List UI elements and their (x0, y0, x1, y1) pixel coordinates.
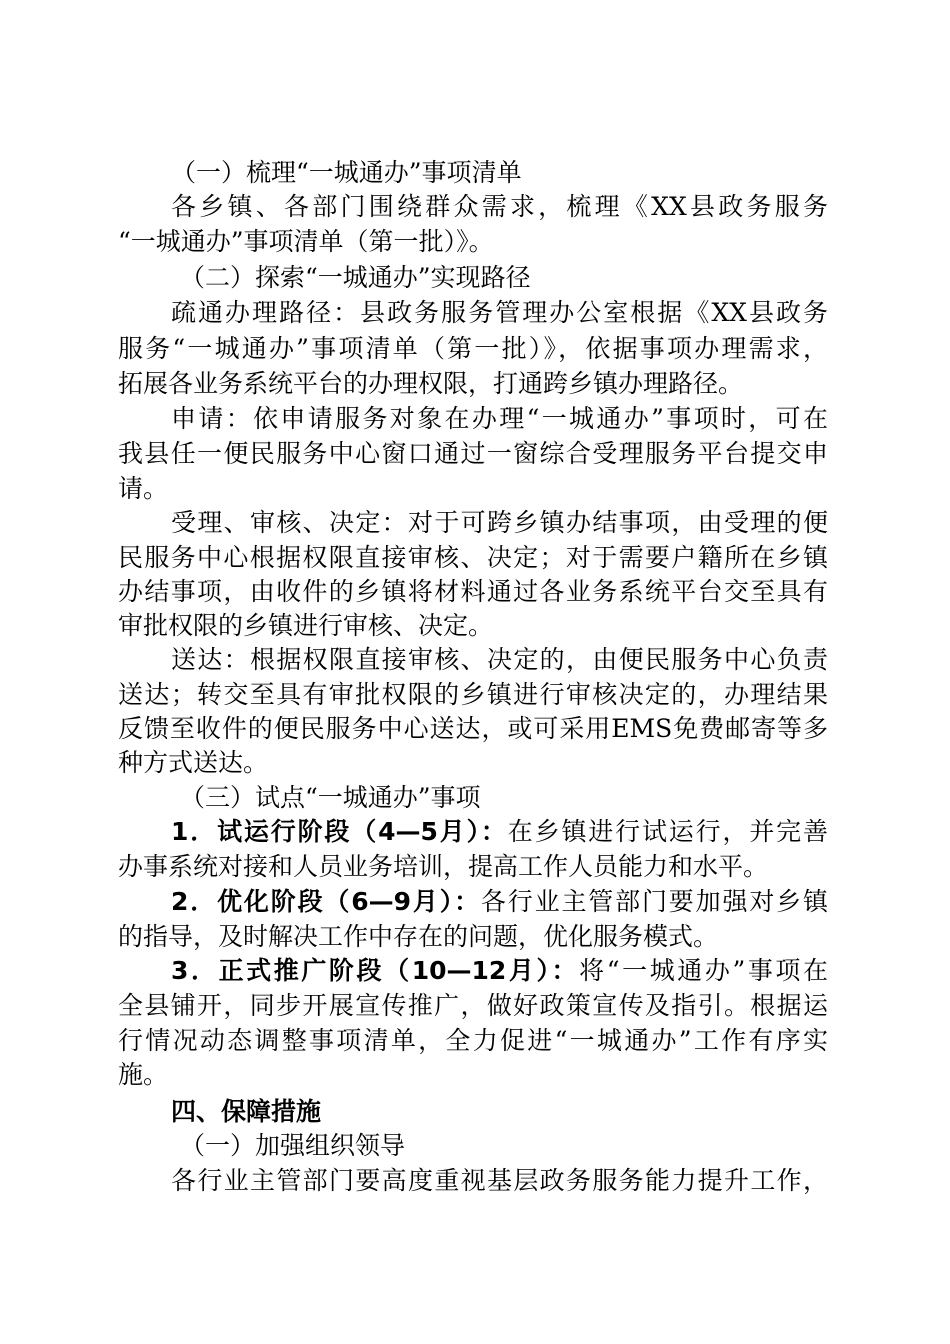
stage-line (171, 814, 828, 850)
paragraph-line: 我县任一便民服务中心窗口通过一窗综合受理服务平台提交申 (118, 439, 828, 468)
paragraph-line: 审批权限的乡镇进行审核、决定。 (118, 611, 494, 640)
paragraph-line: 办结事项，由收件的乡镇将材料通过各业务系统平台交至具有 (118, 577, 828, 606)
paragraph-line: 疏通办理路径：县政务服务管理办公室根据《XX县政务 (171, 298, 828, 327)
stage-label: 2．优化阶段（6—9月）： (171, 887, 481, 916)
section-heading-4-1: （一）加强组织领导 (180, 1131, 406, 1160)
paragraph-line: 施。 (118, 1060, 169, 1089)
stage-text: 在乡镇进行试运行，并完善 (507, 817, 828, 846)
paragraph-line: 民服务中心根据权限直接审核、决定；对于需要户籍所在乡镇 (118, 543, 828, 572)
paragraph-line: 申请：依申请服务对象在办理“一城通办”事项时，可在 (171, 404, 828, 433)
paragraph-line: 服务“一城通办”事项清单（第一批）》，依据事项办理需求， (118, 334, 828, 363)
stage-line (171, 884, 828, 920)
stage-line (171, 953, 828, 989)
stage-label: 3．正式推广阶段（10—12月）： (171, 956, 580, 985)
paragraph-line: 各行业主管部门要高度重视基层政务服务能力提升工作， (171, 1166, 828, 1195)
paragraph-line: 请。 (118, 474, 169, 503)
stage-text: 各行业主管部门要加强对乡镇 (480, 887, 828, 916)
paragraph-line: 的指导，及时解决工作中存在的问题，优化服务模式。 (118, 922, 719, 951)
section-heading-1: （一）梳理“一城通办”事项清单 (171, 158, 522, 187)
section-heading-4: 四、保障措施 (171, 1097, 322, 1126)
paragraph-line: 反馈至收件的便民服务中心送达，或可采用EMS免费邮寄等多 (118, 714, 828, 743)
paragraph-line: 各乡镇、各部门围绕群众需求，梳理《XX县政务服务 (171, 192, 828, 221)
paragraph-line: “一城通办”事项清单（第一批）》。 (118, 227, 494, 256)
paragraph-line: 受理、审核、决定：对于可跨乡镇办结事项，由受理的便 (171, 508, 828, 537)
paragraph-line: 送达：根据权限直接审核、决定的，由便民服务中心负责 (171, 645, 828, 674)
paragraph-line: 全县铺开，同步开展宣传推广，做好政策宣传及指引。根据运 (118, 991, 828, 1020)
paragraph-line: 行情况动态调整事项清单，全力促进“一城通办”工作有序实 (118, 1026, 828, 1055)
paragraph-line: 办事系统对接和人员业务培训，提高工作人员能力和水平。 (118, 852, 769, 881)
stage-label: 1．试运行阶段（4—5月）： (171, 817, 508, 846)
stage-text: 将“一城通办”事项在 (579, 956, 829, 985)
paragraph-line: 拓展各业务系统平台的办理权限，打通跨乡镇办理路径。 (118, 369, 744, 398)
section-heading-3: （三）试点“一城通办”事项 (180, 783, 481, 812)
paragraph-line: 种方式送达。 (118, 748, 269, 777)
section-heading-2: （二）探索“一城通办”实现路径 (180, 263, 531, 292)
paragraph-line: 送达；转交至具有审批权限的乡镇进行审核决定的，办理结果 (118, 680, 828, 709)
